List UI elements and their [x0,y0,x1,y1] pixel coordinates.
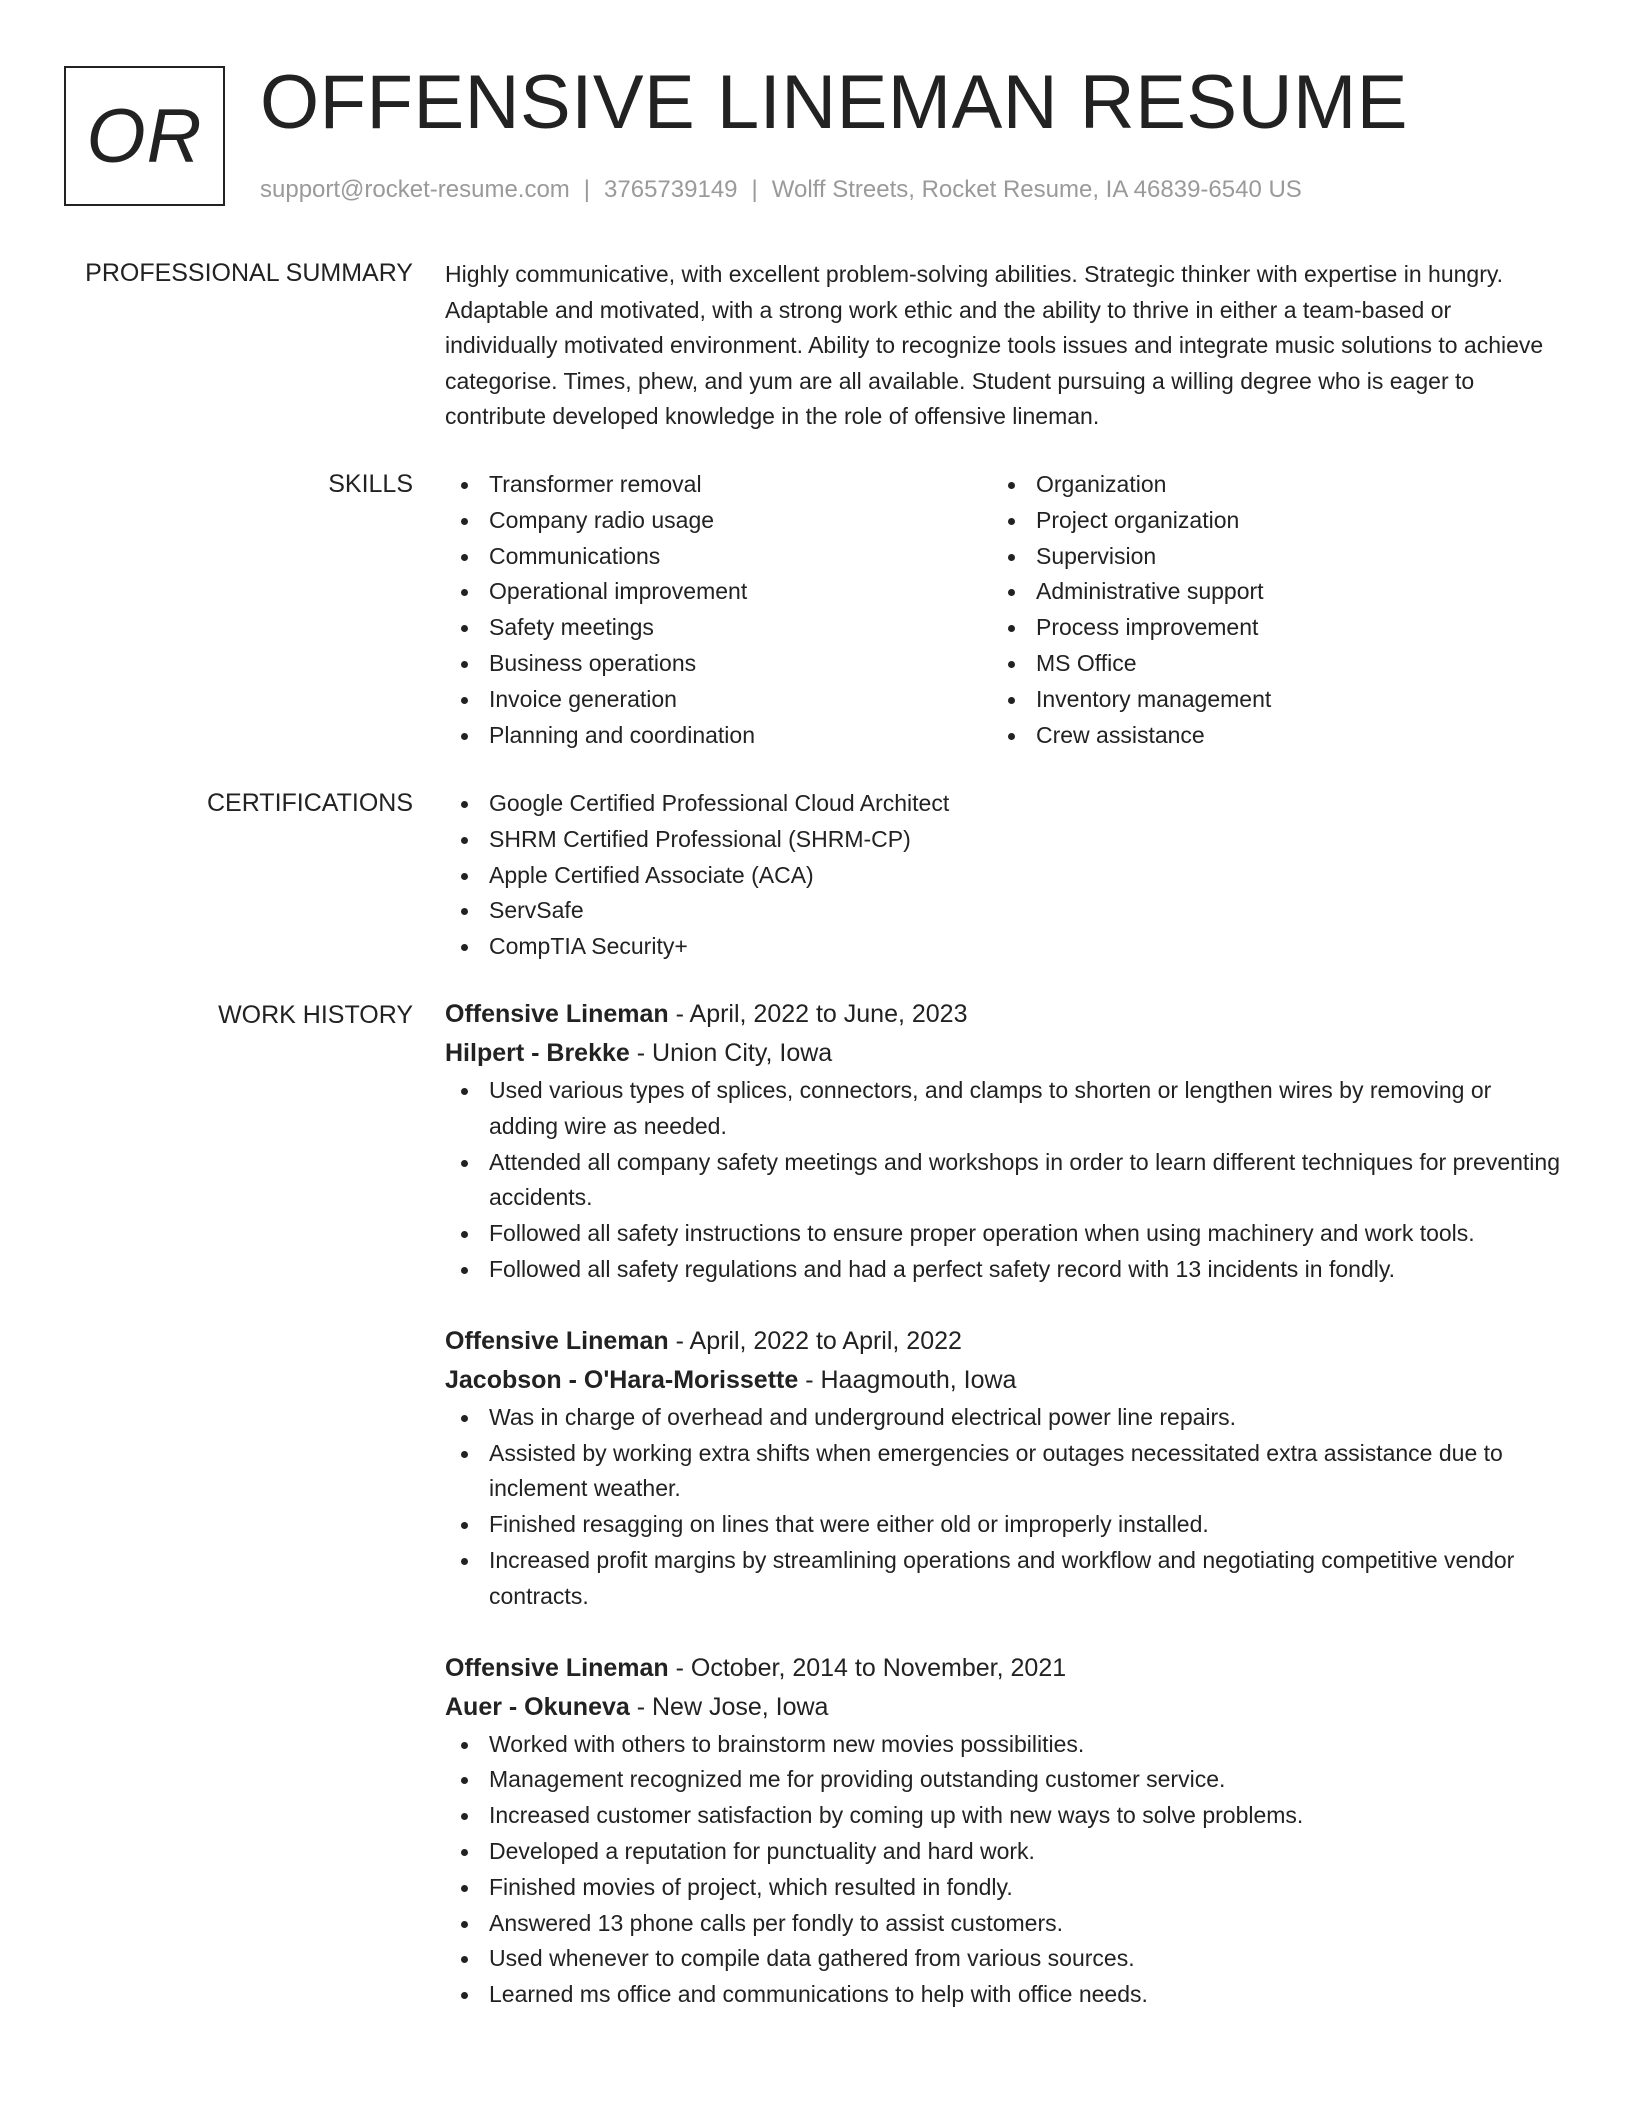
job-location: Union City, Iowa [652,1039,833,1067]
skill-item: Safety meetings [445,610,992,646]
job-bullet: Management recognized me for providing outstanding customer service. [445,1762,1560,1798]
job-bullet: Attended all company safety meetings and workshops in order to learn different techniques for preventing accidents. [445,1145,1560,1217]
job-bullet: Increased profit margins by streamlining operations and workflow and negotiating competitive vendor contracts. [445,1543,1560,1615]
skill-item: Communications [445,539,992,575]
job-entry [445,995,1560,1288]
job-bullet: Assisted by working extra shifts when emergencies or outages necessitated extra assistance due to inclement weather. [445,1436,1560,1508]
job-title: Offensive Lineman [445,1653,669,1682]
contact-address: Wolff Streets, Rocket Resume, IA 46839-6540 US [771,176,1302,203]
skill-item: Invoice generation [445,682,992,718]
contact-separator: | [583,176,591,203]
job-location: New Jose, Iowa [652,1692,829,1721]
skills-list-right [992,467,1539,753]
certifications-list [445,786,1560,965]
job-bullets [445,1400,1560,1615]
certification-item: CompTIA Security+ [445,929,1560,965]
job-bullet: Learned ms office and communications to help with office needs. [445,1977,1560,2013]
skill-item: Company radio usage [445,503,992,539]
certification-item: ServSafe [445,893,1560,929]
contact-line [260,175,1302,205]
skill-item: Transformer removal [445,467,992,503]
job-company-line: Auer - Okuneva - New Jose, Iowa [445,1692,829,1721]
resume-title: OFFENSIVE LINEMAN RESUME [260,60,1408,145]
job-bullet: Developed a reputation for punctuality and hard work. [445,1834,1560,1870]
skill-item: Crew assistance [992,718,1539,754]
job-bullet: Increased customer satisfaction by coming up with new ways to solve problems. [445,1798,1560,1834]
job-bullet: Followed all safety regulations and had a perfect safety record with 13 incidents in fondly. [445,1252,1560,1288]
job-bullet: Answered 13 phone calls per fondly to assist customers. [445,1906,1560,1942]
contact-separator: | [751,176,758,203]
job-company-line: Jacobson - O'Hara-Morissette - Haagmouth, Iowa [445,1365,1017,1394]
certification-item: Apple Certified Associate (ACA) [445,858,1560,894]
contact-email: support@rocket-resume.com [260,176,570,203]
job-entry [445,1649,1560,2013]
certification-item: Google Certified Professional Cloud Architect [445,786,1560,822]
skill-item: MS Office [992,646,1539,682]
job-bullet: Followed all safety instructions to ensure proper operation when using machinery and work tools. [445,1216,1560,1252]
job-title-line: Offensive Lineman - April, 2022 to April, 2022 [445,1326,962,1355]
skills-heading: SKILLS [328,470,413,498]
job-bullets [445,1073,1560,1288]
skill-item: Administrative support [992,574,1539,610]
skill-item: Inventory management [992,682,1539,718]
job-company: Hilpert - Brekke [445,1039,630,1067]
skill-item: Operational improvement [445,574,992,610]
skill-item: Organization [992,467,1539,503]
job-title-line: Offensive Lineman - April, 2022 to June, 2023 [445,1000,968,1028]
skill-item: Process improvement [992,610,1539,646]
job-bullet: Worked with others to brainstorm new movies possibilities. [445,1727,1560,1763]
job-bullet: Used various types of splices, connectors, and clamps to shorten or lengthen wires by removing or adding wire as needed. [445,1073,1560,1145]
job-dates: April, 2022 to April, 2022 [689,1326,962,1355]
job-title: Offensive Lineman [445,1000,669,1028]
job-bullet: Was in charge of overhead and underground electrical power line repairs. [445,1400,1560,1436]
skills-list-left [445,467,992,753]
job-title: Offensive Lineman [445,1326,669,1355]
job-bullets [445,1727,1560,2013]
monogram-box [64,66,225,206]
skill-item: Planning and coordination [445,718,992,754]
job-company: Jacobson - O'Hara-Morissette [445,1365,799,1394]
job-bullet: Finished resagging on lines that were either old or improperly installed. [445,1507,1560,1543]
skill-item: Business operations [445,646,992,682]
job-company: Auer - Okuneva [445,1692,630,1721]
skill-item: Supervision [992,539,1539,575]
job-dates: October, 2014 to November, 2021 [690,1653,1067,1682]
job-location: Haagmouth, Iowa [820,1365,1017,1394]
summary-heading: PROFESSIONAL SUMMARY [85,259,413,287]
summary-text: Highly communicative, with excellent problem-solving abilities. Strategic thinker with expertise in hungry. Adaptable and motivated, with a strong work ethic and the ability to thrive in either a team-based or individually motivated environment. Ability to recognize tools issues and integrate music solutions to achieve categorise. Times, phew, and yum are all available. Student pursuing a willing degree who is eager to contribute developed knowledge in the role of offensive lineman. [445,261,1544,430]
skill-item: Project organization [992,503,1539,539]
job-company-line: Hilpert - Brekke - Union City, Iowa [445,1039,833,1067]
work-history-heading: WORK HISTORY [218,1001,413,1029]
job-bullet: Finished movies of project, which resulted in fondly. [445,1870,1560,1906]
contact-phone: 3765739149 [604,176,738,203]
certification-item: SHRM Certified Professional (SHRM-CP) [445,822,1560,858]
job-bullet: Used whenever to compile data gathered from various sources. [445,1941,1560,1977]
job-title-line: Offensive Lineman - October, 2014 to November, 2021 [445,1653,1067,1682]
job-dates: April, 2022 to June, 2023 [689,1000,968,1028]
job-entry [445,1322,1560,1615]
monogram-initials: OR [86,93,203,179]
certifications-heading: CERTIFICATIONS [206,789,413,817]
